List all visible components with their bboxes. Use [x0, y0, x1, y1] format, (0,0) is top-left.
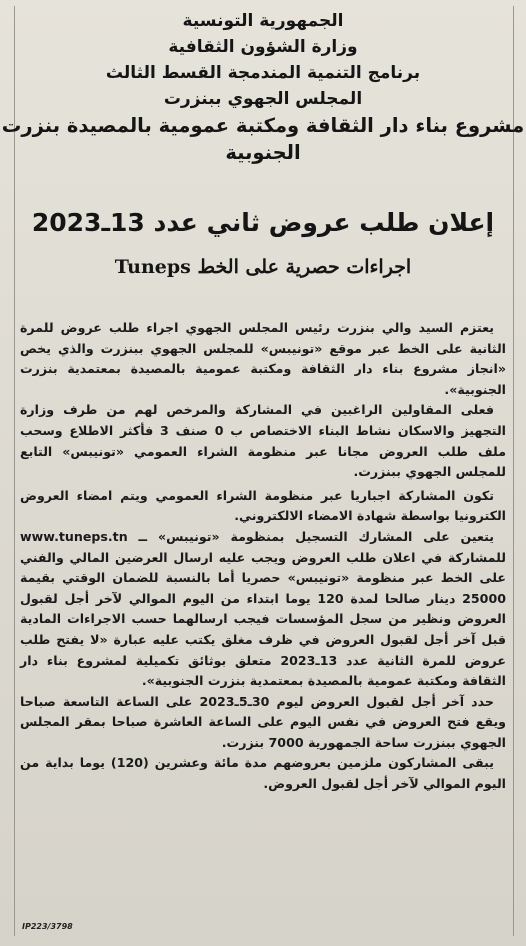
paragraph-deadline: حدد آخر أجل لقبول العروض ليوم 30ـ5ـ2023 على الساعة التاسعة صباحا ويقع فتح العروض في نفس اليوم على الساعة العاشرة صباحا بمقر المجلس الجهوي ببنزرت ساحة الجمهورية 7000 بنزرت.: [20, 693, 506, 750]
paragraph-validity: يبقى المشاركون ملزمين بعروضهم مدة مائة وعشرين (120) يوما بداية من اليوم الموالي لآخر أجل لقبول العروض.: [20, 755, 506, 792]
announcement-title: إعلان طلب عروض ثاني عدد 13ـ2023: [31, 208, 495, 237]
header-republic: الجمهورية التونسية: [182, 11, 344, 31]
notice-header: [0, 8, 526, 166]
header-project-location: الجنوبية: [225, 141, 301, 164]
announcement-subtitle: اجراءات حصرية على الخط Tuneps: [114, 256, 412, 278]
header-council: المجلس الجهوي ببنزرت: [163, 89, 363, 109]
header-program: برنامج التنمية المندمجة القسط الثالث: [105, 63, 421, 83]
header-ministry: وزارة الشؤون الثقافية: [168, 37, 358, 57]
notice-body: [20, 318, 506, 795]
reference-code: IP223/3798: [22, 922, 73, 931]
paragraph-registration: يتعين على المشارك التسجيل بمنظومة «تونيبس» ــ www.tuneps.tn للمشاركة في اعلان طلب العروض ويجب عليه ارسال العرضين المالي والفني على الخط عبر منظومة «تونيبس» حصريا أما بالنسبة للضمان الوقتي بقيمة 25000 دينار صالحا لمدة 120 يوما ابتداء من اليوم الموالي لآخر أجل لقبول العروض ونظير من سجل المؤسسات فيجب ارسالهما حسب الاجراءات المادية قبل آخر أجل لقبول العروض في ظرف مغلق يكتب عليه عبارة «لا يفتح طلب عروض للمرة الثانية عدد 13ـ2023 متعلق بوثائق تكميلية لمشروع بناء دار الثقافة ومكتبة عمومية بالمصيدة بمعتمدية بنزرت الجنوبية».: [20, 528, 506, 689]
paragraph-electronic: تكون المشاركة اجباريا عبر منظومة الشراء العمومي ويتم امضاء العروض الكترونيا بواسطة شهادة الامضاء الالكتروني.: [20, 487, 506, 524]
paragraph-intro: يعتزم السيد والي بنزرت رئيس المجلس الجهوي اجراء طلب عروض للمرة الثانية على الخط عبر موقع «تونيبس» للمجلس الجهوي ببنزرت والذي يخص «انجاز مشروع بناء دار الثقافة ومكتبة عمومية بالمصيدة بمعتمدية بنزرت الجنوبية».: [20, 320, 506, 397]
paragraph-eligibility: فعلى المقاولين الراغبين في المشاركة والمرخص لهم من طرف وزارة التجهيز والاسكان نشاط البناء الاختصاص ب 0 صنف 3 فأكثر الاطلاع وسحب ملف طلب العروض مجانا عبر منظومة الشراء العمومي «تونيبس» التابع للمجلس الجهوي ببنزرت.: [20, 402, 506, 480]
header-project: مشروع بناء دار الثقافة ومكتبة عمومية بالمصيدة بنزرت: [1, 114, 525, 137]
